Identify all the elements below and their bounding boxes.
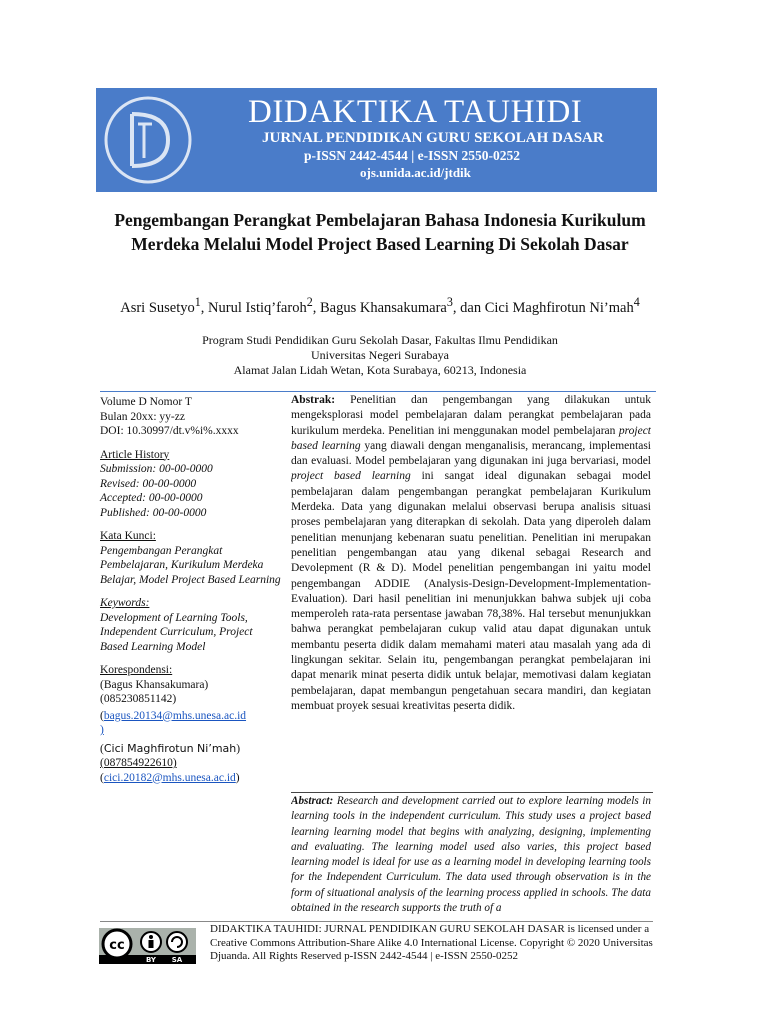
journal-url[interactable]: ojs.unida.ac.id/jtdik (360, 165, 471, 180)
badge-by-label: BY (145, 956, 157, 964)
paper-title: Pengembangan Perangkat Pembelajaran Bahasa Indonesia Kurikulum Merdeka Melalui Model Project Based Learning Di Sekolah Dasar (114, 210, 646, 254)
email-close-paren: ) (100, 724, 104, 736)
journal-logo-icon (102, 94, 194, 186)
affiliation (100, 333, 660, 378)
keywords-heading: Keywords: (100, 597, 150, 609)
article-info-column (100, 395, 282, 785)
abstract-english (291, 794, 651, 920)
submission-date: Submission: 00-00-0000 (100, 463, 213, 475)
journal-issn: p-ISSN 2442-4544 | e-ISSN 2550-0252 (304, 148, 520, 163)
author-affil-mark: 1 (194, 295, 201, 309)
published-date: Published: 00-00-0000 (100, 506, 207, 519)
journal-name: DIDAKTIKA TAUHIDI (248, 94, 583, 130)
author-affil-mark: 2 (306, 295, 313, 309)
footer-divider (100, 921, 653, 922)
email-link[interactable]: cici.20182@mhs.unesa.ac.id (103, 771, 236, 784)
abstract-text: yang diawali dengan menganalisis, merancang, implementasi dan evaluasi. Model pembelajaran yang digunakan ini juga bervariasi, model (291, 439, 651, 468)
corresponding-author-name: (Bagus Khansakumara) (100, 678, 209, 691)
author-list (100, 292, 660, 318)
keywords: Development of Learning Tools, Independent Curriculum, Project Based Learning Model (100, 611, 253, 653)
affiliation-line: Program Studi Pendidikan Guru Sekolah Dasar, Fakultas Ilmu Pendidikan (202, 333, 558, 347)
author-name: Nurul Istiq’faroh (208, 299, 307, 316)
kata-kunci: Pengembangan Perangkat Pembelajaran, Kurikulum Merdeka Belajar, Model Project Based Learning (100, 544, 281, 586)
abstract-term: project based learning (291, 470, 411, 483)
author-affil-mark: 4 (633, 295, 640, 309)
email-link[interactable]: bagus.20134@mhs.unesa.ac.id (103, 709, 247, 722)
issue-date: Bulan 20xx: yy-zz (100, 410, 185, 423)
affiliation-line: Alamat Jalan Lidah Wetan, Kota Surabaya, 60213, Indonesia (233, 363, 527, 377)
abstract-divider (291, 792, 653, 793)
doi: DOI: 10.30997/dt.v%i%.xxxx (100, 425, 239, 437)
author-separator: , (200, 299, 209, 316)
corresponding-email-line: (cici.20182@mhs.unesa.ac.id) (100, 771, 240, 784)
volume: Volume D Nomor T (100, 396, 192, 408)
abstract-indonesian (291, 393, 651, 793)
article-history-heading: Article History (100, 448, 170, 461)
corresponding-author-name: (Cici Maghfirotun Ni’mah) (100, 741, 241, 755)
author-name: Asri Susetyo (120, 299, 195, 316)
author-separator: , dan (452, 299, 485, 316)
abstract-label: Abstrak: (291, 394, 336, 406)
header-rule (100, 391, 656, 392)
license-text: DIDAKTIKA TAUHIDI: JURNAL PENDIDIKAN GURU SEKOLAH DASAR is licensed under a Creative Commons Attribution-Share Alike 4.0 International License. Copyright © 2020 Universitas Djuanda. All Rights Reserved p-ISSN 2442-4544 | e-ISSN 2550-0252 (210, 923, 653, 963)
author-name-text: Cici Maghfirotun Ni’mah (103, 741, 237, 755)
revised-date: Revised: 00-00-0000 (100, 477, 197, 490)
korespondensi-heading: Korespondensi: (100, 664, 173, 676)
author-name: Cici Maghfirotun Ni’mah (484, 299, 634, 316)
abstract-text: ini sangat ideal digunakan sebagai model pembelajaran dalam pengembangan perangkat pembelajaran Kurikulum Merdeka. Data yang digunakan melalui observasi berupa analisis situasi proses pembelajaran yang diterapkan di sekolah. Data yang diperoleh dalam penelitian menunjang kebenaran suatu penelitian. Penelitian ini merupakan penelitian pengembangan atau yang dikenal sebagai Research and Devolepment (R & D). Model penelitian pengembangan ini yaitu model pengembangan ADDIE (Analysis-Design-Development-Implementation-Evaluation). Dari hasil penelitian ini menunjukkan bahwa subjek uji coba memperoleh rata-rata persentase jawaban 78,38%. Hal tersebut menunjukkan bahwa perangkat pembelajaran cukup valid atau dapat digunakan untuk membantu peserta didik dalam memahami materi atau masalah yang ada di lingkungan sekitar. Selain itu, pengembangan perangkat pembelajaran ini dapat menarik minat peserta didik untuk belajar, memotivasi dalam kegiatan pembelajaran, dapat membangun pengetahuan secara mandiri, dan kegiatan membuat proyek sesuai kreativitas peserta didik. (291, 470, 651, 712)
abstract-text: Penelitian dan pengembangan yang dilakukan untuk mengeksplorasi model pembelajaran dalam perangkat pembelajaran pada kurikulum merdeka. Penelitian ini menggunakan model pembelajaran (291, 394, 651, 437)
corresponding-author-phone: (087854922610) (100, 757, 177, 769)
abstract-term: project based learning (291, 424, 651, 452)
corresponding-email-line: (bagus.20134@mhs.unesa.ac.id (100, 709, 247, 722)
badge-sa-label: SA (171, 956, 183, 964)
journal-subtitle: JURNAL PENDIDIKAN GURU SEKOLAH DASAR (262, 130, 604, 146)
author-name: Bagus Khansakumara (320, 299, 447, 316)
corresponding-author-phone: (085230851142) (100, 693, 177, 705)
journal-header (96, 88, 657, 192)
kata-kunci-heading: Kata Kunci: (100, 530, 156, 542)
svg-text:cc: cc (109, 938, 125, 953)
cc-by-sa-icon[interactable] (99, 928, 196, 964)
abstract-text: Research and development carried out to explore learning models in learning tools in the independent curriculum. This study uses a project based learning learning model that begins with analyzing, designing, implementing and evaluating. The learning model used also varies, this project based learning model is ideal for use as a learning model in developing learning tools for the Independent Curriculum. The data used through observation is in the form of situational analysis of the learning process applied in schools. The data obtained in the research supports the truth of a (291, 795, 651, 915)
accepted-date: Accepted: 00-00-0000 (100, 492, 203, 504)
abstract-label: Abstract: (291, 795, 334, 807)
affiliation-line: Universitas Negeri Surabaya (311, 348, 449, 362)
author-affil-mark: 3 (446, 295, 453, 309)
author-separator: , (312, 299, 320, 316)
